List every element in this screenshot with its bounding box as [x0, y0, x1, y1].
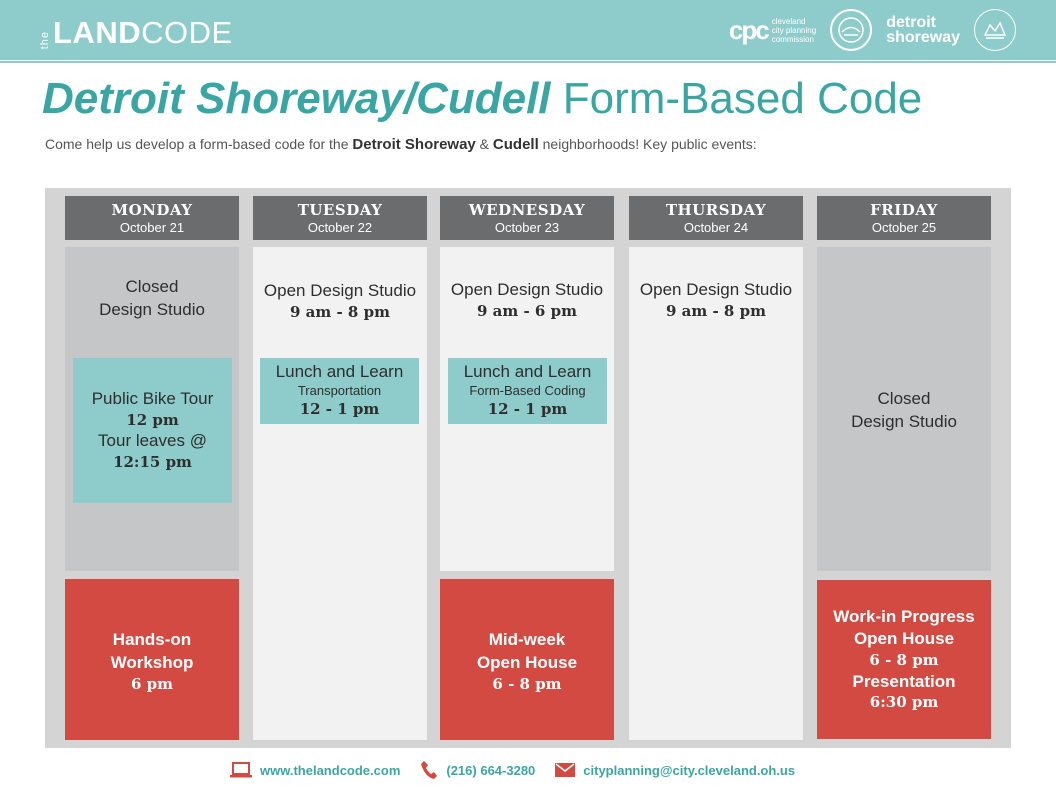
cpc-line2: city planning	[771, 25, 817, 35]
footer-phone[interactable]	[420, 760, 535, 780]
thursday-studio-block	[629, 247, 803, 740]
workshop-time: 6 pm	[130, 675, 174, 693]
day-header-wednesday	[440, 196, 614, 240]
tuesday-studio-label: Open Design Studio	[263, 281, 417, 300]
day-date: October 21	[119, 220, 185, 235]
subtitle-part2: &	[475, 136, 493, 152]
friday-event-time: 6 - 8 pm	[869, 651, 939, 669]
workshop-line2: Workshop	[110, 653, 194, 672]
subtitle-bold2: Cudell	[492, 136, 539, 153]
cpc-line1: cleveland	[771, 16, 806, 26]
friday-event-line3: Presentation	[852, 672, 956, 691]
header-divider	[0, 61, 1056, 63]
bike-tour-label: Public Bike Tour	[91, 389, 214, 408]
brand-code: CODE	[141, 15, 233, 50]
cpc-text	[772, 17, 816, 44]
day-date: October 22	[307, 220, 373, 235]
bike-tour-leave-time: 12:15 pm	[113, 453, 192, 471]
midweek-line2: Open House	[476, 653, 578, 672]
header-bar	[0, 0, 1056, 60]
bike-tour-time: 12 pm	[126, 411, 179, 429]
friday-event-line1: Work-in Progress	[833, 607, 975, 626]
friday-studio-line1: Closed	[877, 389, 931, 408]
tuesday-lunch-topic: Transportation	[297, 383, 382, 398]
the-land-code-logo[interactable]	[40, 13, 233, 49]
cudell-seal-icon	[974, 9, 1016, 51]
cpc-mark: cpc	[728, 15, 768, 45]
thursday-studio-label: Open Design Studio	[639, 280, 793, 299]
day-header-tuesday	[253, 196, 427, 240]
phone-icon	[420, 760, 438, 780]
day-date: October 24	[683, 220, 749, 235]
cpc-line3: commission	[771, 34, 814, 44]
title-bold: Detroit Shoreway/Cudell	[42, 74, 551, 123]
day-header-monday	[65, 196, 239, 240]
cpc-logo	[729, 17, 816, 44]
subtitle-bold1: Detroit Shoreway	[352, 136, 476, 153]
workshop-line1: Hands-on	[112, 630, 192, 649]
day-date: October 25	[871, 220, 937, 235]
wednesday-lunch-time: 12 - 1 pm	[487, 400, 568, 418]
monday-studio-line2: Design Studio	[99, 300, 205, 319]
midweek-time: 6 - 8 pm	[492, 675, 562, 693]
day-header-thursday	[629, 196, 803, 240]
partner-logos	[729, 8, 1016, 52]
midweek-line1: Mid-week	[488, 630, 566, 649]
friday-studio-block	[817, 247, 991, 571]
friday-studio-line2: Design Studio	[851, 412, 957, 431]
title-light: Form-Based Code	[562, 74, 923, 123]
page-subtitle	[45, 136, 757, 153]
subtitle-part3: neighborhoods! Key public events:	[538, 136, 757, 152]
city-seal-icon	[830, 9, 872, 51]
day-name: WEDNESDAY	[468, 201, 586, 219]
day-name: TUESDAY	[297, 201, 383, 219]
monday-bike-tour-block	[73, 358, 232, 503]
day-name: MONDAY	[111, 201, 193, 219]
tuesday-lunch-block	[260, 358, 419, 424]
friday-event-line2: Open House	[853, 629, 955, 648]
email-link[interactable]: cityplanning@city.cleveland.oh.us	[583, 762, 796, 778]
monday-workshop-block	[65, 579, 239, 740]
day-date: October 23	[494, 220, 560, 235]
subtitle-part1: Come help us develop a form-based code for the	[45, 136, 353, 152]
laptop-icon	[230, 762, 252, 778]
tuesday-studio-block	[253, 247, 427, 740]
day-header-friday	[817, 196, 991, 240]
friday-open-house-block	[817, 580, 991, 739]
page-title	[42, 74, 922, 124]
footer-email[interactable]	[555, 763, 795, 778]
wednesday-lunch-label: Lunch and Learn	[463, 362, 592, 381]
wednesday-studio-time: 9 am - 6 pm	[477, 302, 577, 320]
brand-the: the	[39, 30, 51, 49]
thursday-studio-time: 9 am - 8 pm	[666, 302, 766, 320]
footer-contacts	[230, 759, 815, 781]
phone-number[interactable]: (216) 664-3280	[446, 762, 536, 778]
detroit-shoreway-logo	[886, 15, 960, 45]
tuesday-lunch-label: Lunch and Learn	[275, 362, 404, 381]
bike-tour-leaves: Tour leaves @	[98, 431, 207, 450]
brand-land: LAND	[53, 15, 142, 50]
monday-studio-line1: Closed	[125, 277, 179, 296]
wednesday-lunch-topic: Form-Based Coding	[469, 383, 586, 398]
wednesday-studio-label: Open Design Studio	[450, 280, 604, 299]
ds-line1: detroit	[886, 14, 936, 31]
tuesday-studio-time: 9 am - 8 pm	[290, 303, 390, 321]
day-name: FRIDAY	[870, 201, 938, 219]
envelope-icon	[555, 763, 575, 777]
wednesday-lunch-block	[448, 358, 607, 424]
website-link[interactable]: www.thelandcode.com	[260, 762, 401, 778]
tuesday-lunch-time: 12 - 1 pm	[299, 400, 380, 418]
footer-website[interactable]	[230, 762, 400, 778]
wednesday-open-house-block	[440, 579, 614, 740]
ds-line2: shoreway	[886, 29, 960, 46]
day-name: THURSDAY	[665, 201, 767, 219]
friday-event-time2: 6:30 pm	[869, 693, 939, 711]
